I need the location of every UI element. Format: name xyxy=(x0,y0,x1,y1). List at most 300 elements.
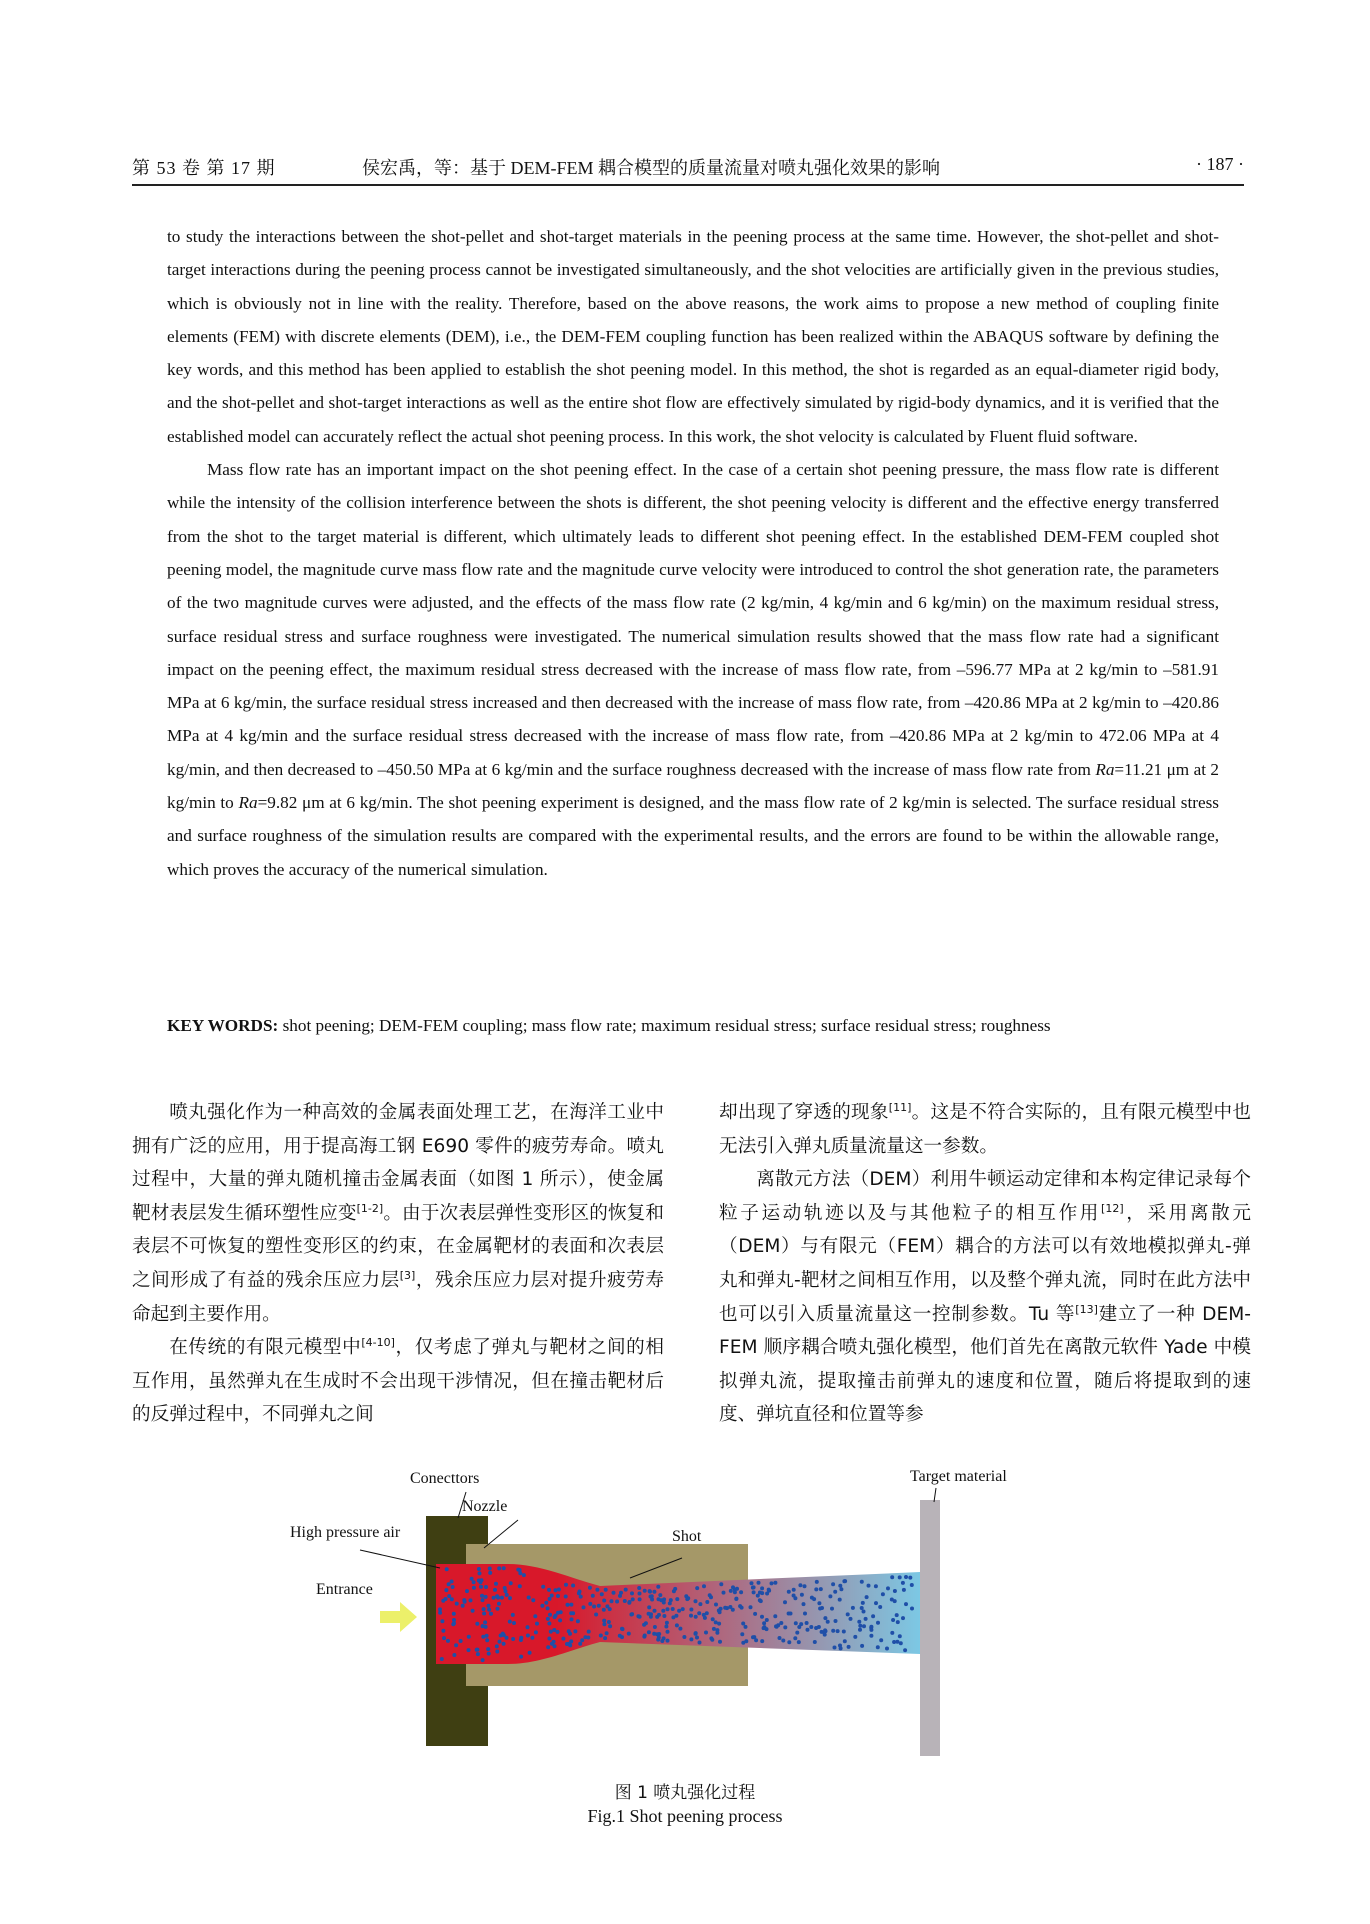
abstract-p2-end: =9.82 μm at 6 kg/min. The shot peening experiment is designed, and the mass flow rate of 2 kg/min is selected. The surface residual stress and surface roughness of the simulation results are compared with the experimental results, and the errors are found to be within the allowable range, which proves the accuracy of the numerical simulation. xyxy=(167,793,1219,879)
shot-particle xyxy=(511,1613,515,1617)
shot-particle xyxy=(578,1642,582,1646)
shot-particle xyxy=(731,1608,735,1612)
shot-particle xyxy=(576,1619,580,1623)
shot-particle xyxy=(698,1641,702,1645)
shot-particle xyxy=(874,1601,878,1605)
shot-particle xyxy=(908,1576,912,1580)
shot-particle xyxy=(778,1636,782,1640)
shot-particle xyxy=(465,1589,469,1593)
shot-particle xyxy=(739,1590,743,1594)
shot-particle xyxy=(602,1619,606,1623)
shot-particle xyxy=(540,1604,544,1608)
shot-particle xyxy=(886,1586,890,1590)
shot-particle xyxy=(662,1601,666,1605)
label-entrance: Entrance xyxy=(316,1581,373,1598)
shot-particle xyxy=(440,1619,444,1623)
shot-particle xyxy=(494,1582,498,1586)
shot-particle xyxy=(477,1567,481,1571)
shot-particle xyxy=(653,1609,657,1613)
shot-particle xyxy=(718,1610,722,1614)
shot-particle xyxy=(893,1589,897,1593)
shot-particle xyxy=(462,1598,466,1602)
shot-particle xyxy=(592,1605,596,1609)
shot-particle xyxy=(546,1645,550,1649)
shot-particle xyxy=(818,1607,822,1611)
shot-particle xyxy=(467,1648,471,1652)
shot-particle xyxy=(826,1620,830,1624)
shot-peening-diagram xyxy=(270,1468,1130,1778)
shot-particle xyxy=(890,1575,894,1579)
shot-particle xyxy=(657,1613,661,1617)
shot-particle xyxy=(481,1635,485,1639)
shot-particle xyxy=(502,1642,506,1646)
body-text: ，采用离散元（DEM）与有限元（FEM）耦合的方法可以有效地模拟弹丸-弹丸和弹丸-靶材之间相互作用，以及整个弹丸流，同时在此方法中也可以引入质量流量这一控制参数。Tu 等 xyxy=(719,1202,1251,1325)
shot-particle xyxy=(664,1625,668,1629)
shot-particle xyxy=(722,1591,726,1595)
shot-particle xyxy=(444,1597,448,1601)
shot-particle xyxy=(890,1598,894,1602)
shot-particle xyxy=(631,1597,635,1601)
shot-particle xyxy=(759,1599,763,1603)
shot-particle xyxy=(881,1592,885,1596)
shot-particle xyxy=(658,1593,662,1597)
shot-particle xyxy=(839,1587,843,1591)
shot-particle xyxy=(729,1589,733,1593)
shot-particle xyxy=(668,1601,672,1605)
shot-particle xyxy=(694,1615,698,1619)
shot-particle xyxy=(833,1590,837,1594)
shot-particle xyxy=(684,1594,688,1598)
shot-particle xyxy=(564,1583,568,1587)
shot-particle xyxy=(817,1601,821,1605)
shot-particle xyxy=(482,1612,486,1616)
shot-particle xyxy=(847,1645,851,1649)
shot-particle xyxy=(672,1589,676,1593)
citation: [12] xyxy=(1101,1201,1124,1215)
shot-particle xyxy=(830,1607,834,1611)
shot-particle xyxy=(602,1608,606,1612)
shot-particle xyxy=(895,1613,899,1617)
shot-particle xyxy=(731,1585,735,1589)
shot-particle xyxy=(564,1595,568,1599)
shot-particle xyxy=(714,1603,718,1607)
shot-particle xyxy=(531,1598,535,1602)
shot-particle xyxy=(647,1605,651,1609)
shot-particle xyxy=(447,1582,451,1586)
shot-particle xyxy=(649,1615,653,1619)
shot-particle xyxy=(588,1602,592,1606)
shot-particle xyxy=(797,1625,801,1629)
shot-particle xyxy=(760,1615,764,1619)
shot-particle xyxy=(754,1638,758,1642)
abstract-paragraph-1: to study the interactions between the shot-pellet and shot-target materials in the peening process at the same time. However, the shot-pellet and shot-target interactions during the peening process cannot be investigated simultaneously, and the shot velocities are artificially given in the previous studies, which is obviously not in line with the reality. Therefore, based on the above reasons, the work aims to propose a new method of coupling finite elements (FEM) with discrete elements (DEM), i.e., the DEM-FEM coupling function has been realized within the ABAQUS software by defining the key words, and this method has been applied to establish the shot peening model. In this method, the shot is regarded as an equal-diameter rigid body, and the shot-pellet and shot-target interactions as well as the entire shot flow are effectively simulated by rigid-body dynamics, and it is verified that the established model can accurately reflect the actual shot peening process. In this work, the shot velocity is calculated by Fluent fluid software. xyxy=(167,227,1219,446)
shot-particle xyxy=(594,1613,598,1617)
shot-particle xyxy=(522,1573,526,1577)
shot-particle xyxy=(547,1637,551,1641)
shot-particle xyxy=(602,1599,606,1603)
body-paragraph xyxy=(132,1096,664,1331)
shot-particle xyxy=(469,1598,473,1602)
label-high-pressure-air: High pressure air xyxy=(290,1524,401,1541)
shot-particle xyxy=(806,1628,810,1632)
shot-particle xyxy=(815,1580,819,1584)
shot-particle xyxy=(812,1597,816,1601)
shot-particle xyxy=(744,1639,748,1643)
shot-particle xyxy=(509,1581,513,1585)
shot-particle xyxy=(831,1582,835,1586)
shot-particle xyxy=(809,1625,813,1629)
shot-particle xyxy=(450,1597,454,1601)
shot-particle xyxy=(876,1645,880,1649)
shot-particle xyxy=(643,1589,647,1593)
shot-particle xyxy=(901,1616,905,1620)
citation: [11] xyxy=(888,1100,912,1114)
shot-particle xyxy=(444,1588,448,1592)
shot-particle xyxy=(648,1590,652,1594)
shot-particle xyxy=(568,1643,572,1647)
shot-particle xyxy=(861,1601,865,1605)
shot-particle xyxy=(452,1612,456,1616)
shot-particle xyxy=(653,1625,657,1629)
shot-particle xyxy=(638,1592,642,1596)
citation: [3] xyxy=(399,1268,416,1282)
shot-particle xyxy=(710,1638,714,1642)
shot-particle xyxy=(501,1632,505,1636)
shot-particle xyxy=(689,1637,693,1641)
shot-particle xyxy=(749,1605,753,1609)
shot-particle xyxy=(689,1608,693,1612)
article-running-title: 侯宏禹，等：基于 DEM-FEM 耦合模型的质量流量对喷丸强化效果的影响 xyxy=(362,158,941,178)
keywords xyxy=(167,1016,1219,1036)
shot-particle xyxy=(896,1620,900,1624)
shot-particle xyxy=(508,1620,512,1624)
shot-particle xyxy=(544,1601,548,1605)
body-paragraph xyxy=(719,1096,1251,1163)
shot-particle xyxy=(817,1625,821,1629)
shot-particle xyxy=(814,1587,818,1591)
shot-particle xyxy=(615,1600,619,1604)
shot-particle xyxy=(445,1567,449,1571)
shot-particle xyxy=(605,1631,609,1635)
shot-particle xyxy=(557,1588,561,1592)
shot-particle xyxy=(798,1583,802,1587)
shot-particle xyxy=(858,1628,862,1632)
shot-particle xyxy=(486,1647,490,1651)
shot-particle xyxy=(681,1607,685,1611)
label-nozzle: Nozzle xyxy=(462,1498,508,1515)
shot-particle xyxy=(530,1636,534,1640)
shot-particle xyxy=(502,1566,506,1570)
body-column-right xyxy=(719,1096,1251,1432)
shot-particle xyxy=(599,1634,603,1638)
shot-particle xyxy=(482,1607,486,1611)
shot-particle xyxy=(556,1594,560,1598)
shot-particle xyxy=(879,1638,883,1642)
shot-particle xyxy=(485,1638,489,1642)
shot-particle xyxy=(698,1602,702,1606)
shot-particle xyxy=(455,1602,459,1606)
shot-particle xyxy=(802,1602,806,1606)
shot-particle xyxy=(666,1607,670,1611)
shot-particle xyxy=(495,1644,499,1648)
shot-particle xyxy=(781,1639,785,1643)
shot-particle xyxy=(647,1630,651,1634)
shot-particle xyxy=(649,1595,653,1599)
shot-particle xyxy=(712,1627,716,1631)
shot-particle xyxy=(550,1594,554,1598)
shot-particle xyxy=(910,1607,914,1611)
shot-particle xyxy=(535,1622,539,1626)
shot-particle xyxy=(481,1658,485,1662)
body-text: 喷丸强化作为一种高效的金属表面处理工艺，在海洋工业中拥有广泛的应用，用于提高海工钢 E690 零件的疲劳寿命。喷丸过程中，大量的弹丸随机撞击金属表面（如图 1 所示），使金属靶材表层发生循环塑性应变 xyxy=(132,1102,664,1224)
shot-particle xyxy=(770,1581,774,1585)
body-column-left xyxy=(132,1096,664,1432)
shot-particle xyxy=(714,1620,718,1624)
shot-particle xyxy=(865,1595,869,1599)
shot-particle xyxy=(580,1638,584,1642)
shot-particle xyxy=(831,1629,835,1633)
shot-particle xyxy=(828,1594,832,1598)
shot-particle xyxy=(702,1613,706,1617)
shot-particle xyxy=(556,1630,560,1634)
shot-particle xyxy=(851,1606,855,1610)
shot-particle xyxy=(547,1588,551,1592)
shot-particle xyxy=(823,1628,827,1632)
shot-particle xyxy=(558,1618,562,1622)
shot-particle xyxy=(488,1567,492,1571)
ra-symbol: Ra xyxy=(1095,759,1115,779)
abstract-p2-text: Mass flow rate has an important impact on the shot peening effect. In the case of a certain shot peening pressure, the mass flow rate is different while the intensity of the collision interference between the shots is different, the shot peening velocity is different and the effective energy transferred from the shot to the target material is different, which ultimately leads to different shot peening effect. In the established DEM-FEM coupled shot peening model, the magnitude curve mass flow rate and the magnitude curve velocity were introduced to control the shot generation rate, the parameters of the two magnitude curves were adjusted, and the effects of the mass flow rate (2 kg/min, 4 kg/min and 6 kg/min) on the maximum residual stress, surface residual stress and surface roughness were investigated. The numerical simulation results showed that the mass flow rate had a significant impact on the peening effect, the maximum residual stress decreased with the increase of mass flow rate, from –596.77 MPa at 2 kg/min to –581.91 MPa at 6 kg/min, the surface residual stress increased and then decreased with the increase of mass flow rate, from –420.86 MPa at 2 kg/min to –420.86 MPa at 4 kg/min and the surface residual stress decreased with the increase of mass flow rate, from –420.86 MPa at 2 kg/min to 472.06 MPa at 4 kg/min, and then decreased to –450.50 MPa at 6 kg/min and the surface roughness decreased with the increase of mass flow rate from xyxy=(167,460,1219,779)
shot-particle xyxy=(862,1610,866,1614)
shot-particle xyxy=(853,1635,857,1639)
shot-particle xyxy=(838,1584,842,1588)
shot-particle xyxy=(819,1587,823,1591)
shot-particle xyxy=(898,1634,902,1638)
shot-particle xyxy=(704,1631,708,1635)
shot-particle xyxy=(871,1614,875,1618)
shot-particle xyxy=(675,1597,679,1601)
shot-particle xyxy=(533,1614,537,1618)
shot-particle xyxy=(757,1581,761,1585)
shot-particle xyxy=(843,1639,847,1643)
shot-particle xyxy=(874,1584,878,1588)
shot-particle xyxy=(586,1636,590,1640)
shot-particle xyxy=(773,1614,777,1618)
shot-particle xyxy=(717,1622,721,1626)
shot-particle xyxy=(656,1585,660,1589)
shot-particle xyxy=(794,1621,798,1625)
shot-particle xyxy=(620,1627,624,1631)
shot-particle xyxy=(570,1617,574,1621)
shot-particle xyxy=(470,1577,474,1581)
shot-particle xyxy=(479,1585,483,1589)
shot-particle xyxy=(500,1596,504,1600)
shot-particle xyxy=(765,1618,769,1622)
shot-particle xyxy=(487,1608,491,1612)
shot-particle xyxy=(553,1615,557,1619)
shot-particle xyxy=(719,1582,723,1586)
shot-particle xyxy=(787,1640,791,1644)
shot-particle xyxy=(762,1626,766,1630)
shot-particle xyxy=(638,1597,642,1601)
shot-particle xyxy=(487,1652,491,1656)
shot-particle xyxy=(604,1588,608,1592)
shot-particle xyxy=(478,1571,482,1575)
shot-particle xyxy=(662,1614,666,1618)
citation: [4-10] xyxy=(361,1335,395,1349)
body-text: ，残余压应力层对提升疲劳寿命起到主要作用。 xyxy=(132,1269,664,1325)
target-plate xyxy=(920,1500,940,1756)
shot-particle xyxy=(793,1636,797,1640)
shot-particle xyxy=(892,1640,896,1644)
shot-particle xyxy=(602,1622,606,1626)
shot-particle xyxy=(705,1600,709,1604)
shot-particle xyxy=(657,1632,661,1636)
shot-particle xyxy=(718,1640,722,1644)
shot-particle xyxy=(864,1617,868,1621)
shot-particle xyxy=(451,1585,455,1589)
shot-particle xyxy=(741,1622,745,1626)
figure-shot-peening xyxy=(270,1468,1130,1778)
shot-particle xyxy=(476,1652,480,1656)
shot-particle xyxy=(554,1588,558,1592)
shot-particle xyxy=(534,1630,538,1634)
shot-particle xyxy=(591,1594,595,1598)
shot-particle xyxy=(548,1597,552,1601)
shot-particle xyxy=(678,1627,682,1631)
shot-particle xyxy=(657,1597,661,1601)
shot-particle xyxy=(652,1632,656,1636)
shot-particle xyxy=(630,1612,634,1616)
shot-particle xyxy=(627,1632,631,1636)
shot-particle xyxy=(715,1631,719,1635)
shot-particle xyxy=(477,1579,481,1583)
shot-particle xyxy=(760,1591,764,1595)
keywords-label: KEY WORDS: xyxy=(167,1016,279,1035)
shot-particle xyxy=(885,1647,889,1651)
shot-particle xyxy=(869,1634,873,1638)
shot-particle xyxy=(857,1620,861,1624)
shot-particle xyxy=(618,1634,622,1638)
shot-particle xyxy=(488,1571,492,1575)
shot-particle xyxy=(783,1625,787,1629)
shot-particle xyxy=(862,1624,866,1628)
shot-particle xyxy=(472,1580,476,1584)
label-shot: Shot xyxy=(672,1528,702,1545)
shot-particle xyxy=(573,1629,577,1633)
shot-particle xyxy=(607,1620,611,1624)
shot-particle xyxy=(487,1604,491,1608)
shot-particle xyxy=(733,1590,737,1594)
shot-particle xyxy=(518,1568,522,1572)
shot-particle xyxy=(773,1581,777,1585)
shot-particle xyxy=(610,1599,614,1603)
shot-particle xyxy=(493,1588,497,1592)
shot-particle xyxy=(842,1630,846,1634)
shot-particle xyxy=(642,1635,646,1639)
shot-particle xyxy=(805,1621,809,1625)
shot-particle xyxy=(546,1606,550,1610)
shot-particle xyxy=(752,1590,756,1594)
shot-particle xyxy=(438,1607,442,1611)
keywords-list: shot peening; DEM-FEM coupling; mass flow rate; maximum residual stress; surface residual stress; roughness xyxy=(278,1016,1051,1035)
ra-symbol: Ra xyxy=(238,793,258,813)
shot-particle xyxy=(526,1634,530,1638)
shot-particle xyxy=(849,1617,853,1621)
shot-particle xyxy=(833,1646,837,1650)
shot-particle xyxy=(890,1631,894,1635)
shot-particle xyxy=(630,1591,634,1595)
shot-particle xyxy=(697,1611,701,1615)
shot-particle xyxy=(795,1631,799,1635)
shot-particle xyxy=(858,1624,862,1628)
shot-particle xyxy=(904,1602,908,1606)
shot-particle xyxy=(903,1648,907,1652)
shot-particle xyxy=(867,1584,871,1588)
shot-particle xyxy=(869,1628,873,1632)
shot-particle xyxy=(642,1623,646,1627)
shot-particle xyxy=(751,1635,755,1639)
shot-particle xyxy=(675,1623,679,1627)
shot-particle xyxy=(454,1643,458,1647)
shot-particle xyxy=(569,1611,573,1615)
shot-particle xyxy=(472,1586,476,1590)
body-text: ，仅考虑了弹丸与靶材之间的相互作用，虽然弹丸在生成时不会出现干涉情况，但在撞击靶材后的反弹过程中，不同弹丸之间 xyxy=(132,1337,664,1426)
shot-particle xyxy=(587,1630,591,1634)
shot-particle xyxy=(734,1597,738,1601)
shot-particle xyxy=(496,1607,500,1611)
shot-particle xyxy=(637,1586,641,1590)
body-text: 在传统的有限元模型中 xyxy=(169,1337,362,1359)
shot-particle xyxy=(740,1606,744,1610)
shot-particle xyxy=(441,1629,445,1633)
shot-particle xyxy=(471,1609,475,1613)
shot-particle xyxy=(438,1611,442,1615)
shot-particle xyxy=(744,1625,748,1629)
shot-particle xyxy=(484,1585,488,1589)
shot-particle xyxy=(484,1595,488,1599)
shot-particle xyxy=(495,1594,499,1598)
shot-particle xyxy=(618,1594,622,1598)
shot-particle xyxy=(878,1605,882,1609)
shot-particle xyxy=(662,1636,666,1640)
shot-particle xyxy=(450,1580,454,1584)
shot-particle xyxy=(813,1640,817,1644)
shot-particle xyxy=(480,1594,484,1598)
shot-particle xyxy=(498,1640,502,1644)
shot-particle xyxy=(612,1591,616,1595)
shot-particle xyxy=(636,1614,640,1618)
shot-particle xyxy=(569,1603,573,1607)
shot-particle xyxy=(740,1632,744,1636)
shot-particle xyxy=(628,1600,632,1604)
shot-particle xyxy=(511,1637,515,1641)
shot-particle xyxy=(452,1653,456,1657)
shot-particle xyxy=(762,1621,766,1625)
shot-particle xyxy=(760,1586,764,1590)
shot-particle xyxy=(440,1657,444,1661)
shot-particle xyxy=(838,1598,842,1602)
abstract-p2-mid: =11.21 μm at 2 kg/min to xyxy=(167,759,1219,813)
body-paragraph xyxy=(719,1163,1251,1432)
shot-particle xyxy=(711,1617,715,1621)
shot-particle xyxy=(588,1586,592,1590)
english-abstract xyxy=(167,220,1219,886)
shot-particle xyxy=(475,1622,479,1626)
shot-particle xyxy=(483,1620,487,1624)
shot-particle xyxy=(566,1603,570,1607)
shot-particle xyxy=(665,1621,669,1625)
